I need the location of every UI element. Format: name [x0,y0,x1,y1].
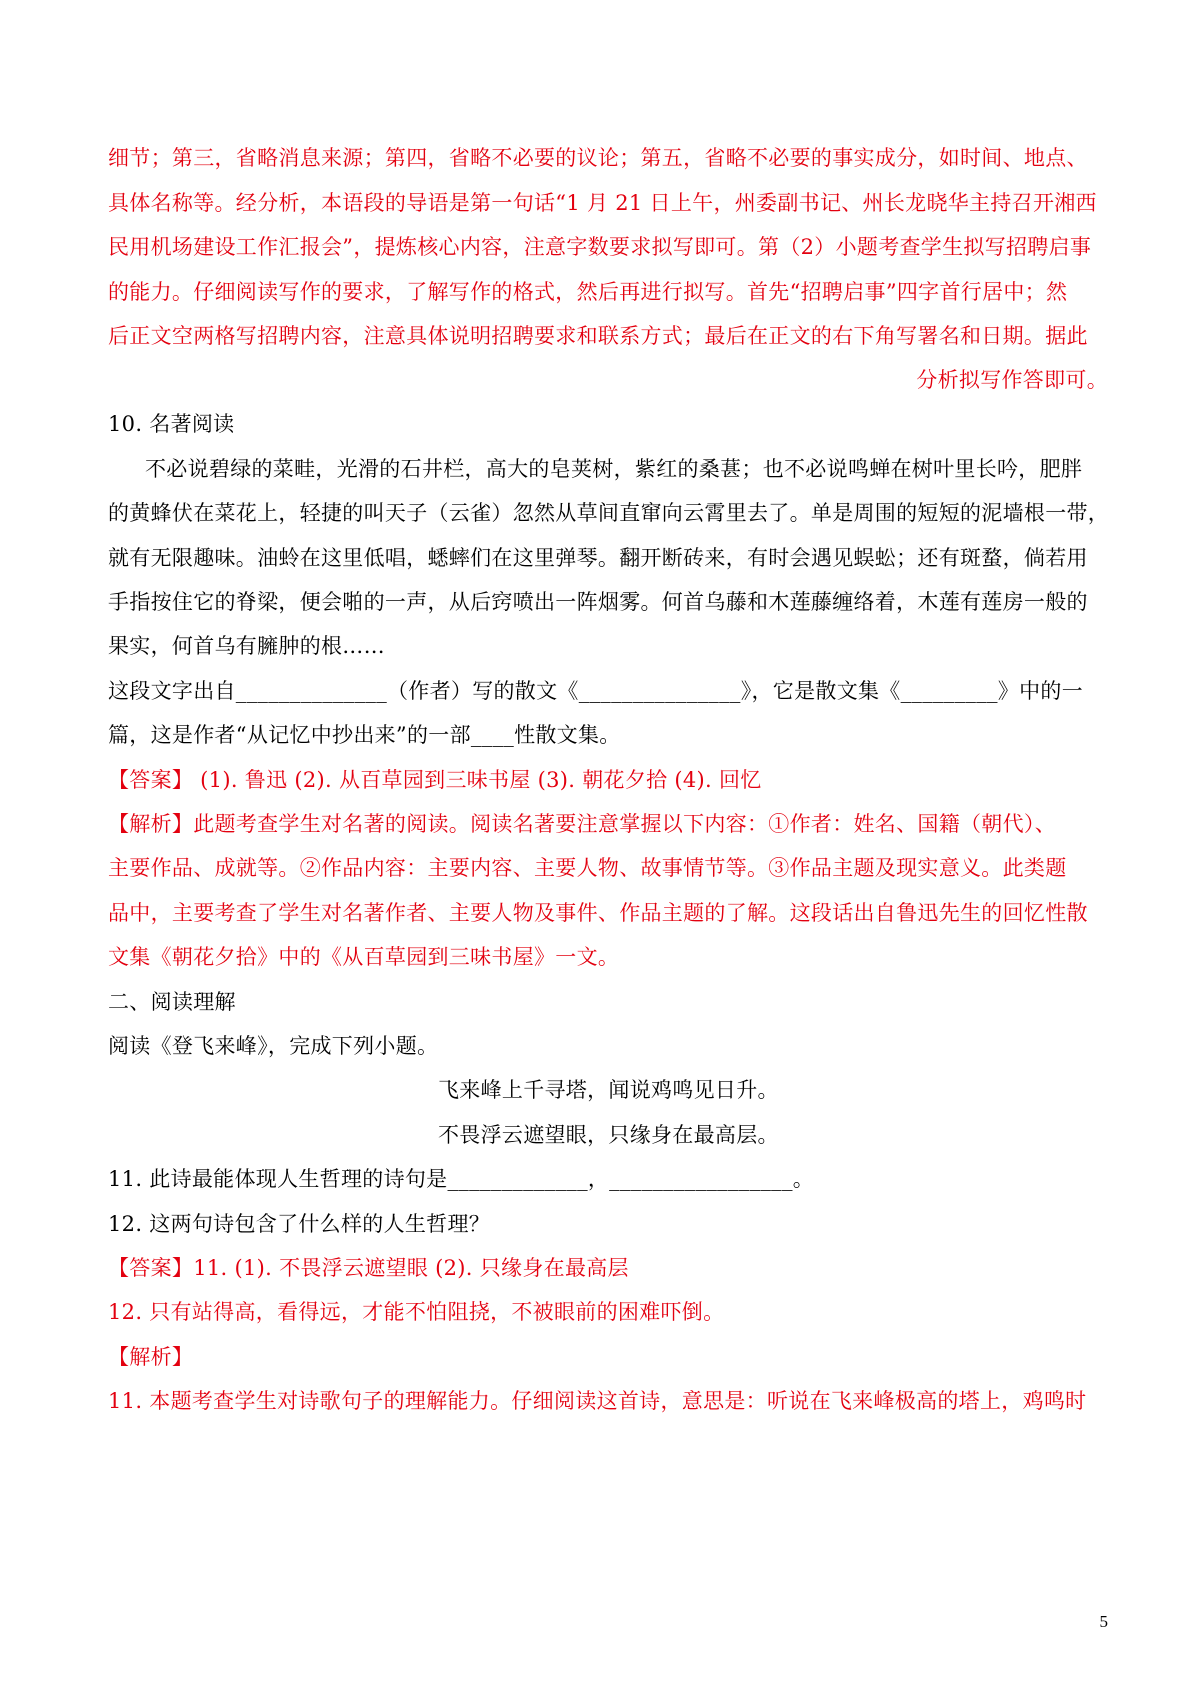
question-text: 篇，这是作者“从记忆中抄出来”的一部____性散文集。 [108,723,621,747]
analysis-line: 【解析】此题考查学生对名著的阅读。阅读名著要注意掌握以下内容：①作者：姓名、国籍（朝代）、 [108,812,1056,836]
analysis-label: 【解析】 [108,1345,194,1369]
passage-line: 手指按住它的脊梁，便会啪的一声，从后窍喷出一阵烟雾。何首乌藤和木莲藤缠络着，木莲有莲房一般的 [108,590,1088,614]
analysis-line: 具体名称等。经分析，本语段的导语是第一句话“1 月 21 日上午，州委副书记、州长龙晓华主持召开湘西 [108,191,1097,215]
section-title: 二、阅读理解 [108,990,236,1014]
analysis-line: 分析拟写作答即可。 [916,368,1108,392]
passage-line: 果实，何首乌有臃肿的根…… [108,634,385,658]
analysis-line: 的能力。仔细阅读写作的要求，了解写作的格式，然后再进行拟写。首先“招聘启事”四字首行居中；然 [108,280,1068,304]
poem-line: 不畏浮云遮望眼，只缘身在最高层。 [438,1123,779,1147]
question-text: 这段文字出自______________（作者）写的散文《_______________》，它是散文集《_________》中的一 [108,679,1083,703]
analysis-line: 后正文空两格写招聘内容，注意具体说明招聘要求和联系方式；最后在正文的右下角写署名和日期。据此 [108,324,1088,348]
page-number: 5 [1099,1612,1108,1631]
question-text: 12. 这两句诗包含了什么样的人生哲理？ [108,1212,491,1236]
analysis-line: 文集《朝花夕拾》中的《从百草园到三味书屋》一文。 [108,945,620,969]
question-text: 11. 此诗最能体现人生哲理的诗句是_____________，_________________。 [108,1167,815,1191]
analysis-line: 细节；第三，省略消息来源；第四，省略不必要的议论；第五，省略不必要的事实成分，如时间、地点、 [108,146,1088,170]
poem-line: 飞来峰上千寻塔，闻说鸡鸣见日升。 [438,1078,779,1102]
analysis-line: 品中，主要考查了学生对名著作者、主要人物及事件、作品主题的了解。这段话出自鲁迅先生的回忆性散 [108,901,1088,925]
analysis-line: 民用机场建设工作汇报会”，提炼核心内容，注意字数要求拟写即可。第（2）小题考查学生拟写招聘启事 [108,235,1092,259]
answer-line: 12. 只有站得高，看得远，才能不怕阻挠，不被眼前的困难吓倒。 [108,1300,725,1324]
analysis-line: 主要作品、成就等。②作品内容：主要内容、主要人物、故事情节等。③作品主题及现实意义。此类题 [108,856,1067,880]
reading-intro: 阅读《登飞来峰》，完成下列小题。 [108,1034,439,1058]
question-title: 10. 名著阅读 [108,412,235,436]
answer-line: 【答案】11. (1). 不畏浮云遮望眼 (2). 只缘身在最高层 [108,1256,629,1280]
passage-line: 不必说碧绿的菜畦，光滑的石井栏，高大的皂荚树，紫红的桑葚；也不必说鸣蝉在树叶里长吟，肥胖 [145,457,1083,481]
analysis-line: 11. 本题考查学生对诗歌句子的理解能力。仔细阅读这首诗，意思是：听说在飞来峰极高的塔上，鸡鸣时 [108,1389,1087,1413]
answer-line: 【答案】 (1). 鲁迅 (2). 从百草园到三味书屋 (3). 朝花夕拾 (4). 回忆 [108,768,762,792]
passage-line: 的黄蜂伏在菜花上，轻捷的叫天子（云雀）忽然从草间直窜向云霄里去了。单是周围的短短的泥墙根一带， [108,501,1110,525]
passage-line: 就有无限趣味。油蛉在这里低唱，蟋蟀们在这里弹琴。翻开断砖来，有时会遇见蜈蚣；还有斑蝥，倘若用 [108,546,1088,570]
